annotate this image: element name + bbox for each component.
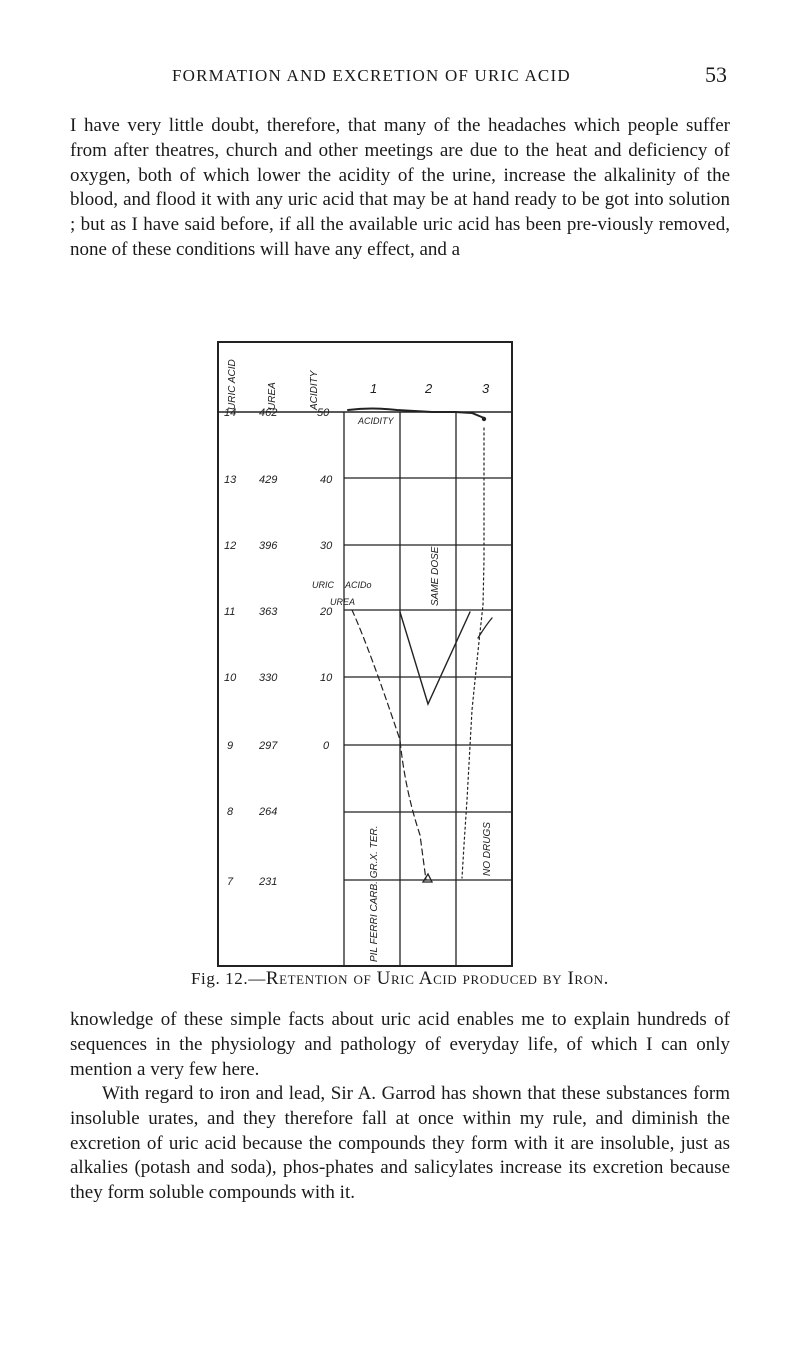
- row-label-uric-3: 11: [224, 606, 236, 618]
- row-label-urea-4: 330: [259, 672, 278, 684]
- paragraph-knowledge: knowledge of these simple facts about uric acid enables me to explain hundreds of sequences in the physiology and pathology of everyday life, of which I can only mention a very few here.: [70, 1009, 730, 1080]
- annotation-pil-ferri: PIL FERRI CARB. GR.X. TER.: [369, 825, 380, 962]
- row-labels: [224, 407, 333, 888]
- curves: [348, 409, 492, 883]
- annotation-no-drugs: NO DRUGS: [482, 822, 493, 876]
- annotation-same-dose: SAME DOSE: [430, 546, 441, 606]
- day-header-2: 2: [425, 381, 433, 396]
- uric-acid-curve: [462, 428, 484, 878]
- row-label-uric-0: 14: [224, 407, 237, 419]
- row-label-urea-2: 396: [259, 540, 278, 552]
- row-label-urea-3: 363: [259, 606, 278, 618]
- row-label-uric-2: 12: [224, 540, 237, 552]
- row-label-acid-1: 40: [320, 474, 333, 486]
- page-number: 53: [705, 62, 727, 87]
- chart-frame: [218, 342, 512, 966]
- paragraph-iron-lead: With regard to iron and lead, Sir A. Garrod has shown that these substances form insoluble urates, and they therefore fall at once within my rule, and diminish the excretion of uric acid because the compounds they form with it are insoluble, just as alkalies (potash and soda), phos-phates and salicylates increase its excretion because they form soluble compounds with it.: [70, 1083, 730, 1204]
- header-uric-acid: URIC ACID: [227, 359, 238, 410]
- row-label-acid-0: 50: [317, 407, 330, 419]
- annotation-uric: URIC: [312, 580, 334, 590]
- bottom-marker: [423, 874, 432, 882]
- running-head: FORMATION AND EXCRETION OF URIC ACID: [172, 66, 571, 85]
- annotation-acid: ACIDo: [345, 580, 372, 590]
- row-label-uric-7: 7: [227, 876, 234, 888]
- row-label-urea-1: 429: [259, 474, 278, 486]
- caption-prefix: Fig. 12.—: [191, 969, 266, 988]
- day-header-1: 1: [370, 381, 378, 396]
- day-header-3: 3: [482, 381, 490, 396]
- row-label-uric-4: 10: [224, 672, 237, 684]
- paragraph-intro: I have very little doubt, therefore, that many of the headaches which people suffer from after theatres, church and other meetings are due to the heat and deficiency of oxygen, both of which lower the acidity of the urine, increase the alkalinity of the blood, and flood it with any uric acid that may be at hand ready to be got into solution ; but as I have said before, if all the available uric acid has been pre-viously removed, none of these conditions will have any effect, and a: [70, 115, 730, 260]
- row-label-urea-0: 462: [259, 407, 278, 419]
- header-urea: UREA: [267, 382, 278, 410]
- annotation-urea: UREA: [330, 597, 356, 607]
- row-label-urea-5: 297: [259, 740, 278, 752]
- row-label-acid-3: 20: [320, 606, 333, 618]
- v-curve-solid: [400, 612, 470, 704]
- annotation-acidity: ACIDITY: [358, 416, 394, 426]
- row-label-urea-6: 264: [259, 806, 278, 818]
- row-label-uric-1: 13: [224, 474, 237, 486]
- figure-caption: [0, 968, 800, 990]
- caption-title: Retention of Uric Acid produced by Iron.: [265, 968, 609, 989]
- row-label-urea-7: 231: [259, 876, 278, 888]
- row-label-acid-2: 30: [320, 540, 333, 552]
- row-label-uric-6: 8: [227, 806, 234, 818]
- row-label-acid-5: 0: [323, 740, 330, 752]
- acidity-endpoint: [482, 417, 486, 421]
- row-label-acid-4: 10: [320, 672, 333, 684]
- header-acidity: ACIDITY: [309, 370, 320, 410]
- row-label-uric-5: 9: [227, 740, 234, 752]
